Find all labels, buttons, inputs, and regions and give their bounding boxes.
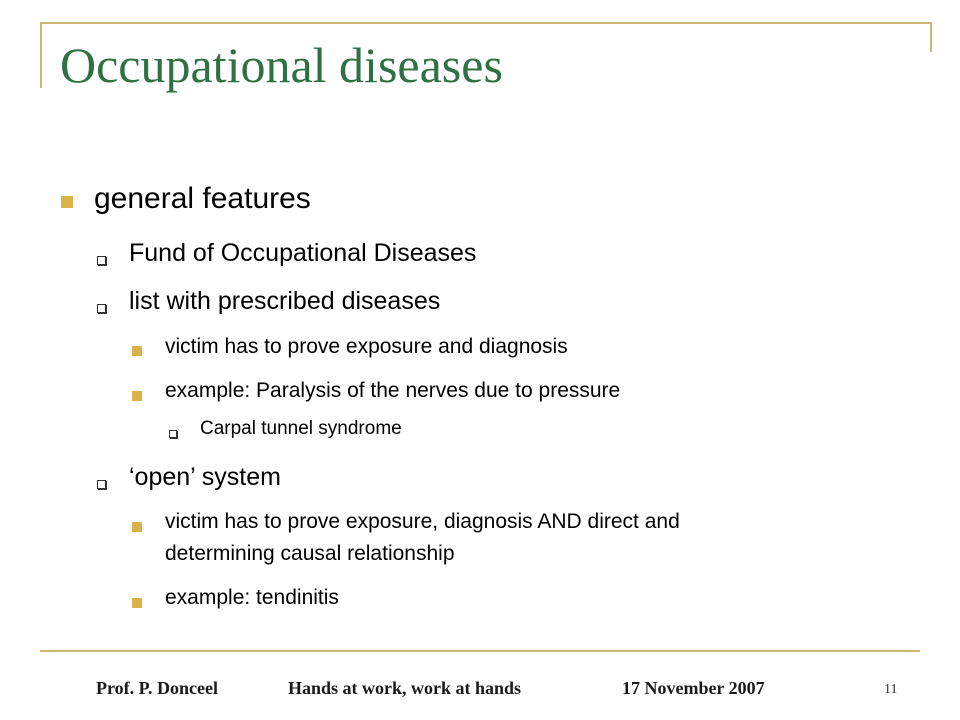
bullet-level4-carpal-tunnel: Carpal tunnel syndrome — [200, 418, 402, 439]
filled-square-bullet-icon — [132, 346, 142, 356]
filled-square-bullet-icon — [132, 522, 142, 532]
bullet-level2-open-system: ‘open’ system — [129, 463, 281, 491]
footer-date: 17 November 2007 — [622, 678, 765, 698]
bullet-level3-victim-causal: victim has to prove exposure, diagnosis AND direct and — [165, 510, 680, 533]
filled-square-bullet-icon — [132, 598, 142, 608]
bullet-level3-example-tendinitis: example: tendinitis — [165, 586, 339, 609]
filled-square-bullet-icon — [132, 391, 142, 401]
frame-line-bottom — [40, 650, 920, 652]
frame-line-right — [930, 22, 932, 52]
bullet-level3-victim-prove: victim has to prove exposure and diagnosis — [165, 335, 568, 358]
hollow-square-bullet-icon — [97, 256, 106, 265]
page-number: 11 — [884, 682, 898, 697]
bullet-level2-list: list with prescribed diseases — [129, 287, 441, 315]
bullet-level2-fund: Fund of Occupational Diseases — [129, 239, 477, 267]
hollow-square-bullet-icon — [97, 304, 106, 313]
footer-event: Hands at work, work at hands — [288, 678, 522, 698]
footer-author: Prof. P. Donceel — [96, 678, 218, 698]
hollow-square-bullet-icon — [169, 430, 177, 438]
bullet-level1-general-features: general features — [94, 182, 311, 215]
bullet-level3-victim-causal-continued: determining causal relationship — [165, 542, 455, 565]
hollow-square-bullet-icon — [97, 480, 106, 489]
slide-title: Occupational diseases — [60, 37, 503, 93]
frame-line-left — [40, 22, 42, 88]
filled-square-bullet-icon — [61, 196, 73, 208]
frame-line-top — [40, 22, 932, 24]
bullet-level3-example-paralysis: example: Paralysis of the nerves due to pressure — [165, 379, 621, 402]
